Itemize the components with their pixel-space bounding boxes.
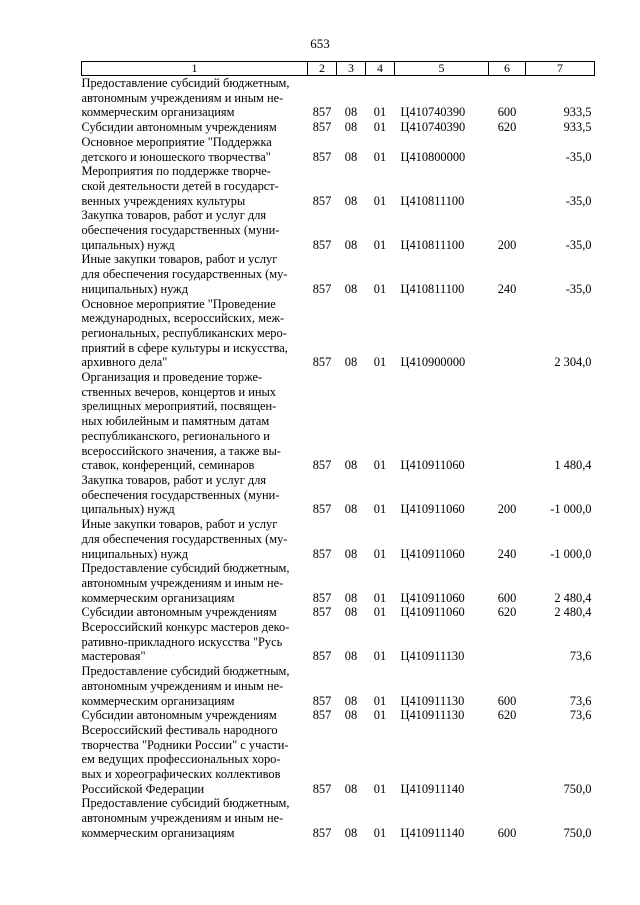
ministry-code-cell: 857 [312,237,332,252]
description-line: Предоставление субсидий бюджетным, [81,76,290,90]
description-line: автономным учреждениям и иным не- [81,575,284,590]
subsection-code-cell: 01 [373,193,387,208]
subsection-code-cell: 01 [373,546,387,561]
description-line: автономным учреждениям и иным не- [81,90,284,105]
subsection-code-cell: 01 [373,590,387,605]
column-header: 1 [82,62,308,76]
description-line: Основное мероприятие "Поддержка [81,134,272,149]
amount-cell: 73,6 [569,708,592,723]
description-line: Всероссийский конкурс мастеров деко- [81,620,290,635]
table-row [82,252,595,296]
column-header: 6 [489,62,526,76]
description-line: ставок, конференций, семинаров [81,458,255,473]
description-line: приятий в сфере культуры и искусства, [81,340,288,355]
expense-type-cell: 600 [497,693,517,708]
expense-type-cell: 600 [497,825,517,840]
description-line: коммерческим организациям [81,693,235,708]
description-line: Предоставление субсидий бюджетным, [81,796,290,811]
description-line: для обеспечения государственных (му- [81,531,288,546]
target-article-cell: Ц410811100 [400,237,465,252]
table-row [82,120,595,135]
description-line: Организация и проведение торже- [81,370,263,385]
subsection-code-cell: 01 [373,458,387,473]
expense-type-cell [489,723,526,797]
table-row [82,135,595,164]
section-code-cell: 08 [344,458,358,473]
table-row [82,208,595,252]
description-line: ниципальных) нужд [81,546,189,561]
amount-cell: 2 480,4 [554,605,592,620]
description-line: автономным учреждениям и иным не- [81,811,284,826]
column-header: 3 [337,62,366,76]
subsection-code-cell: 01 [373,120,387,135]
ministry-code-cell: 857 [312,502,332,517]
description-line: ципальных) нужд [81,502,175,517]
ministry-code-cell: 857 [312,105,332,120]
description-line: ративно-прикладного искусства "Русь [81,634,283,649]
ministry-code-cell: 857 [312,120,332,135]
description-line: ных юбилейным и памятным датам [81,414,270,429]
description-line: Субсидии автономным учреждениям [81,708,277,723]
description-line: Иные закупки товаров, работ и услуг [81,517,278,532]
target-article-cell: Ц410911060 [400,605,465,620]
column-header: 5 [395,62,489,76]
table-row [82,664,595,708]
expense-type-cell [489,620,526,664]
section-code-cell: 08 [344,120,358,135]
ministry-code-cell: 857 [312,781,332,796]
subsection-code-cell: 01 [373,693,387,708]
expense-type-cell: 200 [497,237,517,252]
section-code-cell: 08 [344,502,358,517]
column-header: 2 [308,62,337,76]
section-code-cell: 08 [344,649,358,664]
subsection-code-cell: 01 [373,355,387,370]
description-cell [82,135,308,164]
description-cell [82,164,308,208]
ministry-code-cell: 857 [312,281,332,296]
amount-cell: -35,0 [565,149,592,164]
amount-cell: -35,0 [565,193,592,208]
expense-type-cell: 240 [497,546,517,561]
description-line: всероссийского значения, а также вы- [81,443,281,458]
description-cell [82,473,308,517]
target-article-cell: Ц410900000 [400,355,466,370]
column-header: 4 [366,62,395,76]
target-article-cell: Ц410911140 [400,825,465,840]
section-code-cell: 08 [344,605,358,620]
description-line: ципальных) нужд [81,237,175,252]
target-article-cell: Ц410911060 [400,458,465,473]
section-code-cell: 08 [344,355,358,370]
section-code-cell: 08 [344,708,358,723]
table-row [82,620,595,664]
ministry-code-cell: 857 [312,193,332,208]
amount-cell: 933,5 [563,120,592,135]
table-row [82,76,595,121]
description-line: венных учреждениях культуры [81,193,246,208]
expense-type-cell [489,370,526,473]
amount-cell: 2 304,0 [554,355,592,370]
description-cell [82,723,308,797]
subsection-code-cell: 01 [373,149,387,164]
description-cell [82,664,308,708]
amount-cell: 73,6 [569,649,592,664]
description-line: международных, всероссийских, меж- [81,311,285,326]
description-cell [82,605,308,620]
description-line: Субсидии автономным учреждениям [81,605,277,620]
table-row [82,605,595,620]
amount-cell: 750,0 [563,781,592,796]
table-row [82,164,595,208]
target-article-cell: Ц410800000 [400,149,466,164]
expense-type-cell [489,297,526,371]
amount-cell: 933,5 [563,105,592,120]
description-line: республиканского, регионального и [81,428,270,443]
ministry-code-cell: 857 [312,825,332,840]
target-article-cell: Ц410911140 [400,781,465,796]
subsection-code-cell: 01 [373,781,387,796]
section-code-cell: 08 [344,149,358,164]
subsection-code-cell: 01 [373,237,387,252]
target-article-cell: Ц410911060 [400,590,465,605]
description-line: Российской Федерации [81,781,205,796]
column-header: 7 [526,62,595,76]
description-line: Предоставление субсидий бюджетным, [81,664,290,679]
description-line: ниципальных) нужд [81,281,189,296]
target-article-cell: Ц410740390 [400,105,466,120]
subsection-code-cell: 01 [373,605,387,620]
description-line: творчества "Родники России" с участи- [81,737,289,752]
description-line: ем ведущих профессиональных хоро- [81,752,281,767]
section-code-cell: 08 [344,590,358,605]
budget-table [81,61,595,841]
amount-cell: -1 000,0 [550,502,592,517]
section-code-cell: 08 [344,825,358,840]
description-line: ственных вечеров, концертов и иных [81,384,276,399]
table-row [82,473,595,517]
table-row [82,297,595,371]
section-code-cell: 08 [344,546,358,561]
description-line: Всероссийский фестиваль народного [81,722,278,737]
subsection-code-cell: 01 [373,281,387,296]
subsection-code-cell: 01 [373,502,387,517]
amount-cell: -35,0 [565,237,592,252]
target-article-cell: Ц410911130 [400,649,465,664]
description-cell [82,708,308,723]
description-line: детского и юношеского творчества" [81,149,271,164]
description-line: Основное мероприятие "Проведение [81,296,276,311]
target-article-cell: Ц410911130 [400,708,465,723]
section-code-cell: 08 [344,237,358,252]
subsection-code-cell: 01 [373,649,387,664]
subsection-code-cell: 01 [373,708,387,723]
amount-cell: -35,0 [565,281,592,296]
target-article-cell: Ц410740390 [400,120,466,135]
description-line: региональных, республиканских меро- [81,325,287,340]
description-line: Предоставление субсидий бюджетным, [81,561,290,576]
target-article-cell: Ц410811100 [400,193,465,208]
table-row [82,561,595,605]
target-article-cell: Ц410811100 [400,281,465,296]
expense-type-cell [489,135,526,164]
expense-type-cell: 600 [497,590,517,605]
description-line: ской деятельности детей в государст- [81,178,279,193]
description-cell [82,796,308,840]
description-cell [82,370,308,473]
expense-type-cell: 240 [497,281,517,296]
description-line: мастеровая" [81,649,146,664]
description-cell [82,76,308,121]
page-number: 653 [310,36,330,51]
section-code-cell: 08 [344,693,358,708]
section-code-cell: 08 [344,281,358,296]
table-row [82,370,595,473]
description-cell [82,297,308,371]
ministry-code-cell: 857 [312,546,332,561]
amount-cell: 73,6 [569,693,592,708]
description-line: вых и хореографических коллективов [81,767,281,782]
description-line: Мероприятия по поддержке творче- [81,164,271,179]
description-line: обеспечения государственных (муни- [81,487,280,502]
amount-cell: 2 480,4 [554,590,592,605]
table-row [82,708,595,723]
table-body [82,76,595,841]
ministry-code-cell: 857 [312,355,332,370]
description-cell [82,120,308,135]
ministry-code-cell: 857 [312,649,332,664]
description-line: коммерческим организациям [81,590,235,605]
table-row [82,723,595,797]
ministry-code-cell: 857 [312,708,332,723]
description-cell [82,620,308,664]
description-line: коммерческим организациям [81,825,235,840]
description-line: Закупка товаров, работ и услуг для [81,208,267,223]
header-row [82,62,595,76]
amount-cell: 750,0 [563,825,592,840]
description-line: зрелищных мероприятий, посвящен- [81,399,277,414]
description-line: автономным учреждениям и иным не- [81,678,284,693]
amount-cell: 1 480,4 [554,458,592,473]
description-cell [82,561,308,605]
ministry-code-cell: 857 [312,693,332,708]
description-line: Иные закупки товаров, работ и услуг [81,252,278,267]
ministry-code-cell: 857 [312,605,332,620]
expense-type-cell: 600 [497,105,517,120]
subsection-code-cell: 01 [373,825,387,840]
description-line: для обеспечения государственных (му- [81,267,288,282]
section-code-cell: 08 [344,105,358,120]
ministry-code-cell: 857 [312,149,332,164]
section-code-cell: 08 [344,781,358,796]
description-line: обеспечения государственных (муни- [81,223,280,238]
target-article-cell: Ц410911060 [400,502,465,517]
section-code-cell: 08 [344,193,358,208]
description-cell [82,517,308,561]
target-article-cell: Ц410911130 [400,693,465,708]
table-row [82,517,595,561]
table-row [82,796,595,840]
ministry-code-cell: 857 [312,590,332,605]
expense-type-cell: 200 [497,502,517,517]
expense-type-cell [489,164,526,208]
expense-type-cell: 620 [497,120,517,135]
description-line: архивного дела" [81,355,168,370]
ministry-code-cell: 857 [312,458,332,473]
amount-cell: -1 000,0 [550,546,592,561]
target-article-cell: Ц410911060 [400,546,465,561]
description-line: Субсидии автономным учреждениям [81,120,277,135]
description-cell [82,252,308,296]
expense-type-cell: 620 [497,708,517,723]
expense-type-cell: 620 [497,605,517,620]
description-cell [82,208,308,252]
subsection-code-cell: 01 [373,105,387,120]
description-line: Закупка товаров, работ и услуг для [81,472,267,487]
description-line: коммерческим организациям [81,105,235,120]
